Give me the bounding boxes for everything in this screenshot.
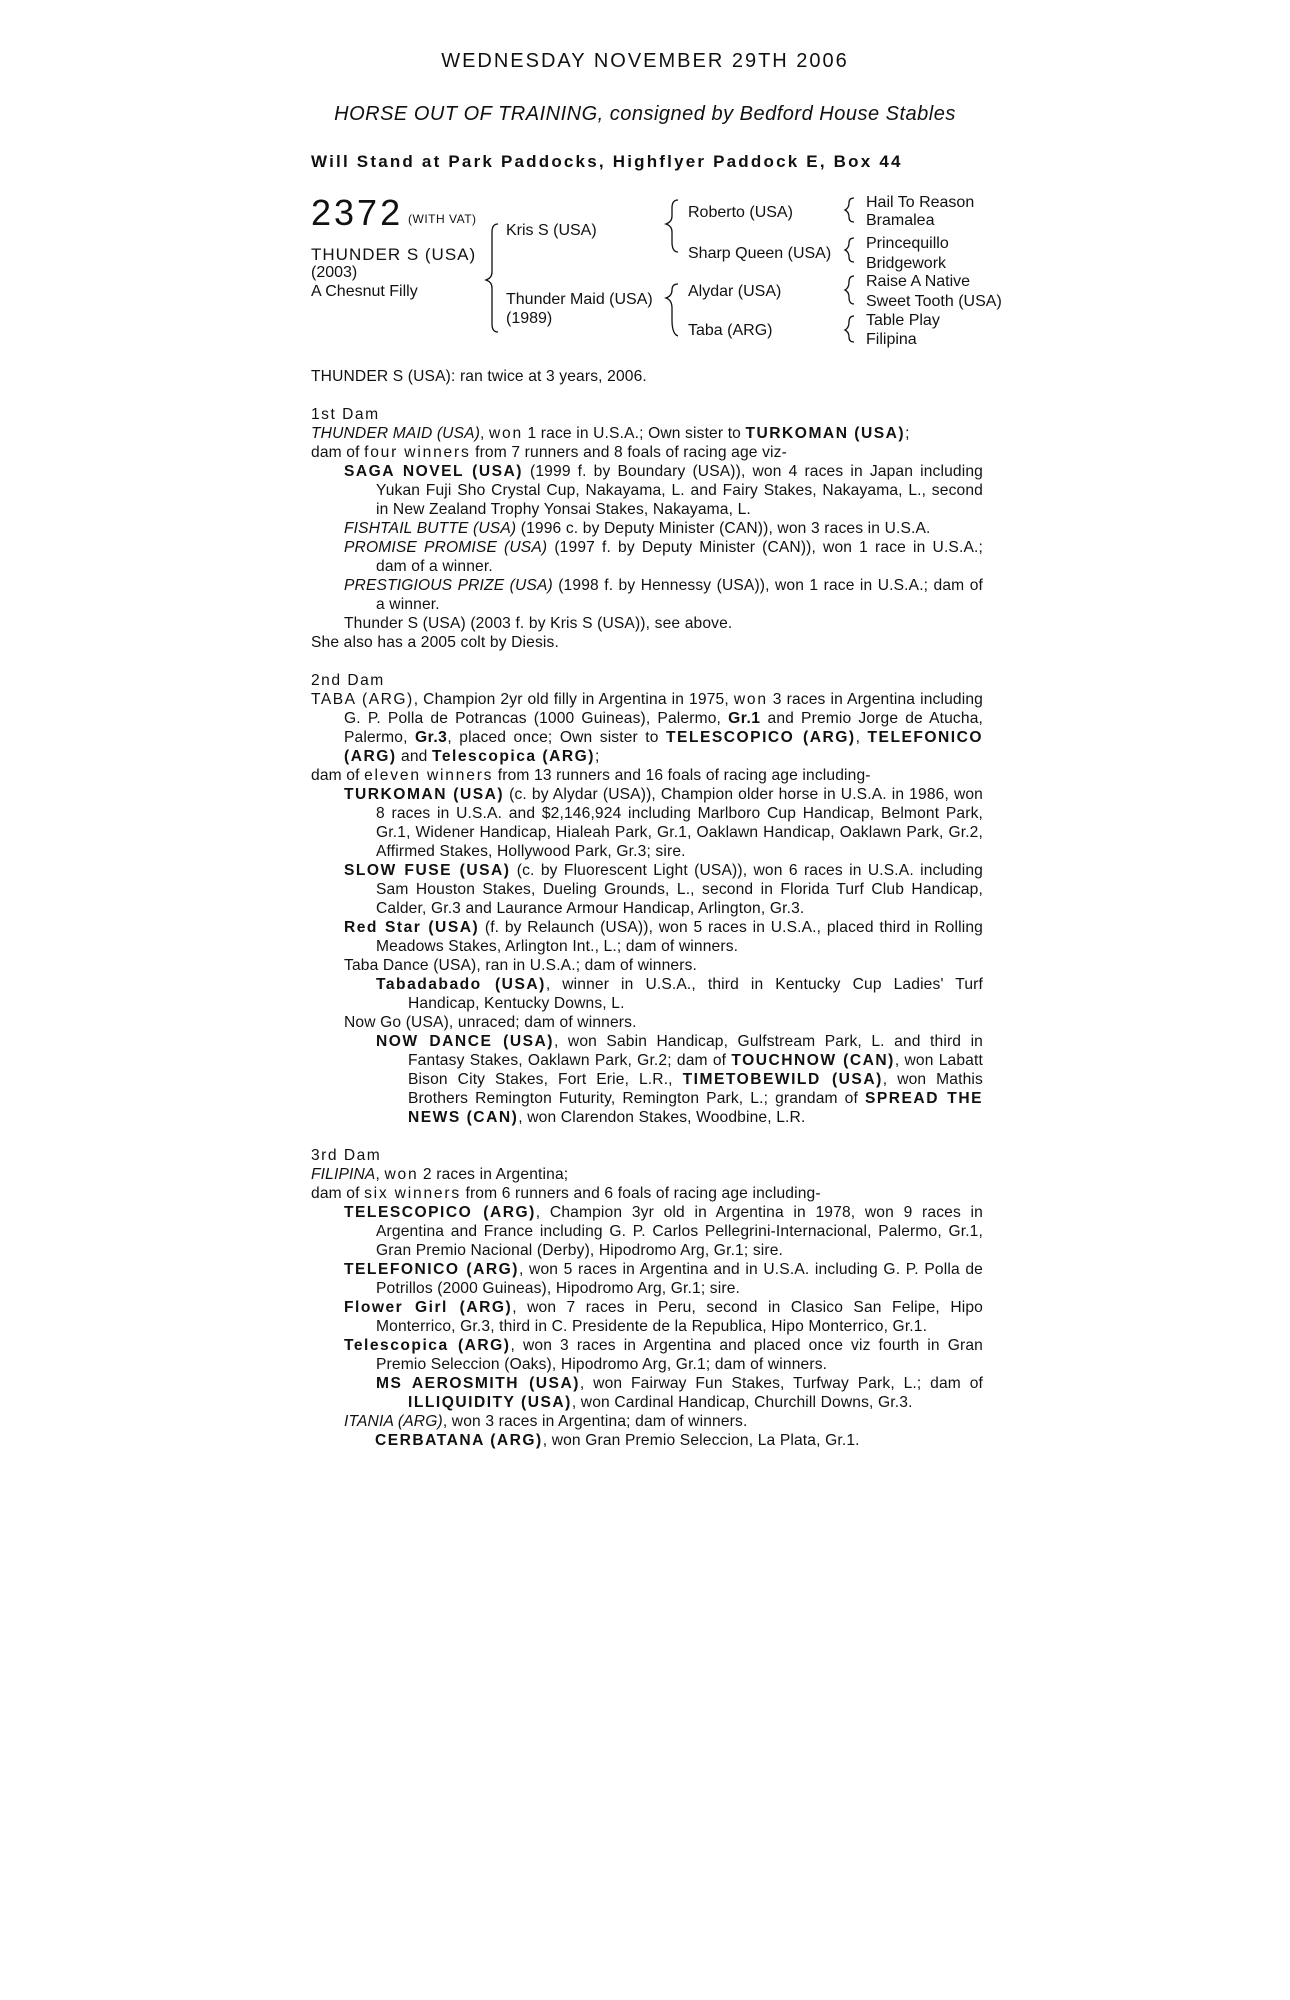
produce-promise-promise: PROMISE PROMISE (USA) (1997 f. by Deputy Minister (CAN)), won 1 race in U.S.A.; dam of a winner. — [344, 539, 983, 575]
second-dam-heading: 2nd Dam — [311, 672, 385, 689]
consignment-line: HORSE OUT OF TRAINING, consigned by Bedford House Stables — [334, 103, 956, 125]
third-dam-produce-summary: dam of six winners from 6 runners and 6 foals of racing age including- — [311, 1185, 821, 1202]
produce-thunder-s: Thunder S (USA) (2003 f. by Kris S (USA)), see above. — [344, 615, 733, 632]
pedigree-ddd: Filipina — [866, 331, 917, 348]
produce-saga-novel: SAGA NOVEL (USA) (1999 f. by Boundary (USA)), won 4 races in Japan including Yukan Fuji Sho Crystal Cup, Nakayama, L. and Fairy Stakes, Nakayama, L., second in New Zealand Trophy Yonsai Stakes, Nakayama, L. — [344, 463, 983, 518]
lot-number: 2372 — [311, 192, 404, 233]
pedigree-sss: Hail To Reason — [866, 194, 975, 211]
produce-now-dance: NOW DANCE (USA), won Sabin Handicap, Gulfstream Park, L. and third in Fantasy Stakes, Oaklawn Park, Gr.2; dam of TOUCHNOW (CAN), won Labatt Bison City Stakes, Fort Erie, L.R., TIMETOBEWILD (USA), won Mathis Brothers Remington Futurity, Remington Park, L.; grandam of SPREAD THE NEWS (CAN), won Clarendon Stakes, Woodbine, L.R. — [376, 1033, 984, 1126]
produce-flower-girl: Flower Girl (ARG), won 7 races in Peru, second in Clasico San Felipe, Hipo Monterrico, Gr.3, third in C. Presidente de la Republica, Hipo Monterrico, Gr.1. — [344, 1299, 983, 1335]
pedigree-dam: Thunder Maid (USA) — [506, 291, 653, 308]
third-dam-intro: FILIPINA, won 2 races in Argentina; — [311, 1166, 569, 1183]
pedigree-dds: Table Play — [866, 312, 940, 329]
produce-taba-dance: Taba Dance (USA), ran in U.S.A.; dam of winners. — [344, 957, 698, 974]
first-dam-heading: 1st Dam — [311, 406, 380, 423]
pedigree-sire-sire: Roberto (USA) — [688, 204, 793, 221]
pedigree-sire: Kris S (USA) — [506, 222, 597, 239]
pedigree-dsd: Sweet Tooth (USA) — [866, 293, 1002, 310]
produce-red-star: Red Star (USA) (f. by Relaunch (USA)), won 5 races in U.S.A., placed third in Rolling Meadows Stakes, Arlington Int., L.; dam of winners. — [344, 919, 983, 955]
third-dam-heading: 3rd Dam — [311, 1147, 382, 1164]
stabling-location: Will Stand at Park Paddocks, Highflyer Paddock E, Box 44 — [311, 152, 903, 171]
pedigree-sdd: Bridgework — [866, 255, 947, 272]
vat-note: (WITH VAT) — [408, 212, 477, 226]
produce-telefonico: TELEFONICO (ARG), won 5 races in Argentina and in U.S.A. including G. P. Polla de Potrillos (2000 Guineas), Hipodromo Arg, Gr.1; sire. — [344, 1261, 983, 1297]
second-dam-produce-summary: dam of eleven winners from 13 runners and 16 foals of racing age including- — [311, 767, 871, 784]
produce-ms-aerosmith: MS AEROSMITH (USA), won Fairway Fun Stakes, Turfway Park, L.; dam of ILLIQUIDITY (USA), won Cardinal Handicap, Churchill Downs, Gr.3. — [376, 1375, 983, 1411]
sale-date: WEDNESDAY NOVEMBER 29TH 2006 — [441, 50, 849, 72]
pedigree-dam-dam: Taba (ARG) — [688, 322, 773, 339]
pedigree-sds: Princequillo — [866, 235, 949, 252]
pedigree-dam-year: (1989) — [506, 310, 553, 327]
produce-telescopico: TELESCOPICO (ARG), Champion 3yr old in Argentina in 1978, won 9 races in Argentina and France including G. P. Carlos Pellegrini-Internacional, Palermo, Gr.1, Gran Premio Nacional (Derby), Hipodromo Arg, Gr.1; sire. — [344, 1204, 983, 1259]
produce-itania: ITANIA (ARG), won 3 races in Argentina; dam of winners. — [344, 1413, 748, 1430]
pedigree-sire-dam: Sharp Queen (USA) — [688, 245, 832, 262]
first-dam-intro: THUNDER MAID (USA), won 1 race in U.S.A.; Own sister to TURKOMAN (USA); — [311, 425, 910, 442]
first-dam-produce-summary: dam of four winners from 7 runners and 8 foals of racing age viz- — [311, 444, 787, 461]
pedigree-ssd: Bramalea — [866, 212, 935, 229]
pedigree-dss: Raise A Native — [866, 273, 971, 290]
produce-fishtail-butte: FISHTAIL BUTTE (USA) (1996 c. by Deputy Minister (CAN)), won 3 races in U.S.A. — [344, 520, 931, 537]
horse-description: A Chesnut Filly — [311, 283, 418, 300]
produce-turkoman: TURKOMAN (USA) (c. by Alydar (USA)), Champion older horse in U.S.A. in 1986, won 8 races in U.S.A. and $2,146,924 including Marlboro Cup Handicap, Belmont Park, Gr.1, Widener Handicap, Hialeah Park, Gr.1, Oaklawn Handicap, Oaklawn Park, Gr.2, Affirmed Stakes, Hollywood Park, Gr.3; sire. — [344, 786, 983, 860]
produce-prestigious-prize: PRESTIGIOUS PRIZE (USA) (1998 f. by Hennessy (USA)), won 1 race in U.S.A.; dam of a winner. — [344, 577, 983, 613]
horse-name: THUNDER S (USA) — [311, 245, 477, 264]
horse-year: (2003) — [311, 264, 358, 281]
produce-now-go: Now Go (USA), unraced; dam of winners. — [344, 1014, 637, 1031]
produce-slow-fuse: SLOW FUSE (USA) (c. by Fluorescent Light (USA)), won 6 races in U.S.A. including Sam Houston Stakes, Dueling Grounds, L., second in Florida Turf Club Handicap, Calder, Gr.3 and Laurance Armour Handicap, Arlington, Gr.3. — [344, 862, 983, 917]
produce-telescopica: Telescopica (ARG), won 3 races in Argentina and placed once viz fourth in Gran Premio Seleccion (Oaks), Hipodromo Arg, Gr.1; dam of winners. — [344, 1337, 983, 1373]
pedigree-notes — [311, 367, 983, 1450]
race-summary: THUNDER S (USA): ran twice at 3 years, 2006. — [311, 368, 647, 385]
first-dam-also: She also has a 2005 colt by Diesis. — [311, 634, 559, 651]
produce-tabadabado: Tabadabado (USA), winner in U.S.A., third in Kentucky Cup Ladies' Turf Handicap, Kentucky Downs, L. — [376, 976, 984, 1012]
pedigree-dam-sire: Alydar (USA) — [688, 283, 782, 300]
produce-cerbatana: CERBATANA (ARG), won Gran Premio Seleccion, La Plata, Gr.1. — [375, 1432, 860, 1449]
second-dam-intro: TABA (ARG), Champion 2yr old filly in Argentina in 1975, won 3 races in Argentina including G. P. Polla de Potrancas (1000 Guineas), Palermo, Gr.1 and Premio Jorge de Atucha, Palermo, Gr.3, placed once; Own sister to TELESCOPICO (ARG), TELEFONICO (ARG) and Telescopica (ARG); — [311, 691, 984, 765]
